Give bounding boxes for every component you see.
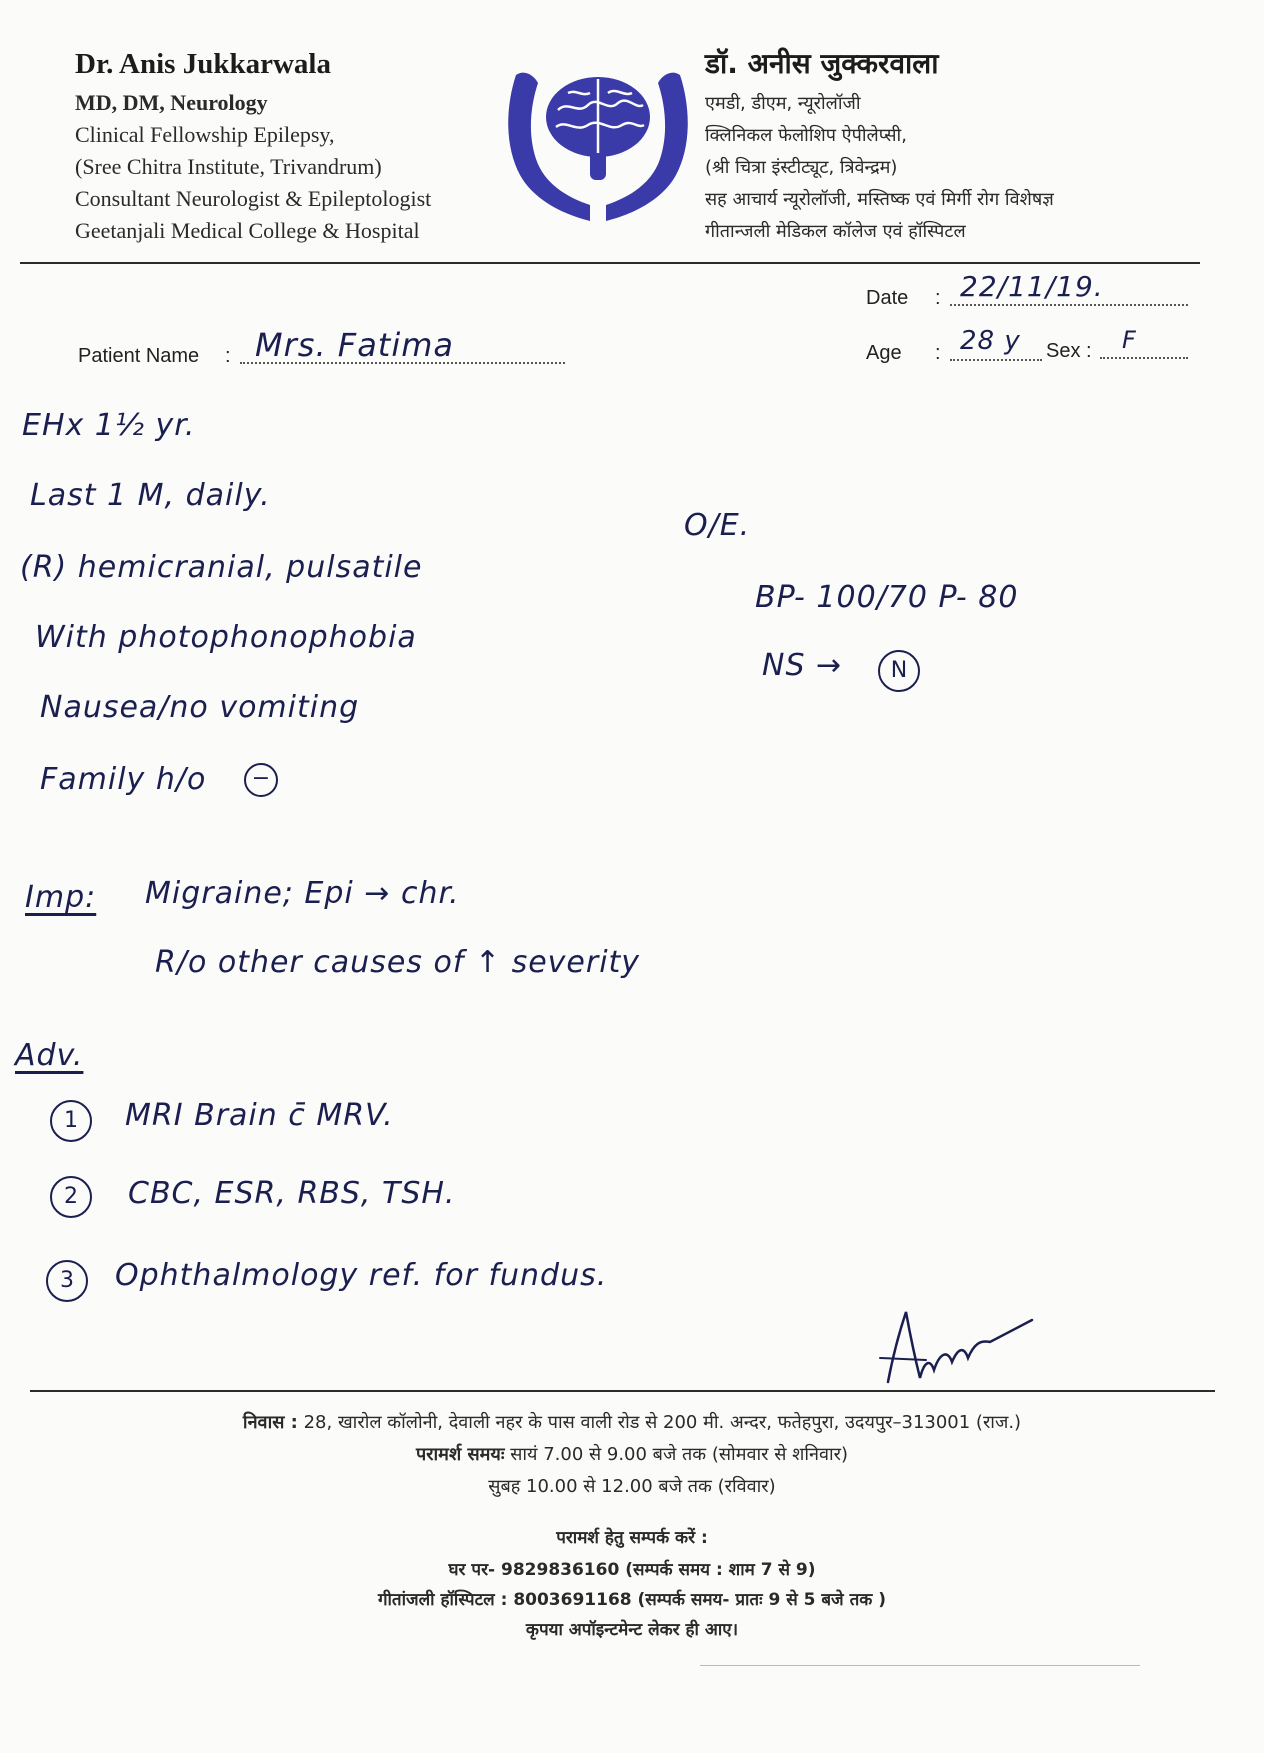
doctor-designation-hindi: सह आचार्य न्यूरोलॉजी, मस्तिष्क एवं मिर्गी रोग विशेषज्ञ <box>705 189 1054 210</box>
age-colon: : <box>935 342 941 364</box>
patient-name-label: Patient Name <box>78 345 200 367</box>
advice-number-3: 3 <box>46 1260 88 1302</box>
address-text: 28, खारोल कॉलोनी, देवाली नहर के पास वाली रोड से 200 मी. अन्दर, फतेहपुरा, उदयपुर–313001 (राज.) <box>303 1412 1022 1433</box>
date-label: Date <box>866 287 909 309</box>
age-value: 28 y <box>960 326 1021 356</box>
history-line-3: (R) hemicranial, pulsatile <box>20 550 423 585</box>
impression-label: Imp: <box>25 880 97 915</box>
hours-sunday: सुबह 10.00 से 12.00 बजे तक (रविवार) <box>488 1476 776 1497</box>
doctor-hospital-english: Geetanjali Medical College & Hospital <box>75 218 420 243</box>
doctor-signature <box>860 1300 1040 1390</box>
header-divider <box>20 262 1200 264</box>
patient-name-value: Mrs. Fatima <box>255 326 455 364</box>
history-line-6: Family h/o <box>40 762 207 797</box>
doctor-hospital-hindi: गीतान्जली मेडिकल कॉलेज एवं हॉस्पिटल <box>705 221 966 242</box>
doctor-degree-english: MD, DM, Neurology <box>75 90 268 115</box>
advice-item-1: MRI Brain c̄ MRV. <box>125 1098 394 1133</box>
oe-label: O/E. <box>684 508 751 543</box>
ns-normal-circle: N <box>878 650 920 692</box>
impression-line-2: R/o other causes of ↑ severity <box>155 945 641 980</box>
history-line-4: With photophonophobia <box>35 620 417 655</box>
doctor-name-hindi: डॉ. अनीस जुक्करवाला <box>705 47 939 80</box>
date-colon: : <box>935 287 941 309</box>
impression-line-1: Migraine; Epi → chr. <box>145 876 460 911</box>
advice-item-2: CBC, ESR, RBS, TSH. <box>128 1176 456 1211</box>
age-dotted-line <box>950 359 1042 361</box>
hours-weekday: सायं 7.00 से 9.00 बजे तक (सोमवार से शनिवार) <box>510 1444 849 1465</box>
doctor-fellowship-hindi: क्लिनिकल फेलोशिप ऐपीलेप्सी, <box>705 125 907 146</box>
contact-home: घर पर- 9829836160 (सम्पर्क समय : शाम 7 से 9) <box>448 1560 816 1580</box>
advice-item-3: Ophthalmology ref. for fundus. <box>115 1258 608 1293</box>
advice-number-1: 1 <box>50 1100 92 1142</box>
hours-label: परामर्श समयः <box>415 1444 505 1465</box>
address-label: निवास : <box>242 1412 298 1433</box>
doctor-institute-english: (Sree Chitra Institute, Trivandrum) <box>75 154 382 179</box>
doctor-designation-english: Consultant Neurologist & Epileptologist <box>75 186 432 211</box>
doctor-header-english <box>75 48 495 247</box>
vitals-text: BP- 100/70 P- 80 <box>755 580 1019 615</box>
bottom-edge-mark <box>700 1665 1140 1666</box>
doctor-fellowship-english: Clinical Fellowship Epilepsy, <box>75 122 335 147</box>
footer-address <box>0 1410 1264 1434</box>
contact-hospital: गीतांजली हॉस्पिटल : 8003691168 (सम्पर्क समय- प्रातः 9 से 5 बजे तक ) <box>377 1590 887 1610</box>
date-value: 22/11/19. <box>960 270 1104 303</box>
advice-number-2: 2 <box>50 1176 92 1218</box>
footer-divider <box>30 1390 1215 1392</box>
doctor-degree-hindi: एमडी, डीएम, न्यूरोलॉजी <box>705 93 861 114</box>
ns-text: NS → <box>762 648 843 683</box>
age-label: Age <box>866 342 902 364</box>
appointment-note: कृपया अपॉइन्टमेन्ट लेकर ही आए। <box>525 1620 739 1640</box>
contact-title: परामर्श हेतु सम्पर्क करें : <box>556 1528 708 1548</box>
history-line-2: Last 1 M, daily. <box>30 478 271 513</box>
footer-hours-1 <box>0 1442 1264 1466</box>
doctor-institute-hindi: (श्री चित्रा इंस्टीट्यूट, त्रिवेन्द्रम) <box>705 157 898 178</box>
advice-label: Adv. <box>15 1038 84 1073</box>
sex-dotted-line <box>1100 357 1188 359</box>
history-line-1: EHx 1½ yr. <box>22 408 196 443</box>
sex-value: F <box>1122 326 1137 354</box>
family-negative-symbol: − <box>244 763 278 797</box>
doctor-name-english: Dr. Anis Jukkarwala <box>75 48 331 80</box>
sex-label: Sex : <box>1046 340 1092 362</box>
history-line-5: Nausea/no vomiting <box>40 690 360 725</box>
patient-name-colon: : <box>225 345 231 367</box>
doctor-header-hindi <box>705 44 1165 248</box>
date-dotted-line <box>950 304 1188 306</box>
brain-hands-logo-icon <box>498 55 698 230</box>
